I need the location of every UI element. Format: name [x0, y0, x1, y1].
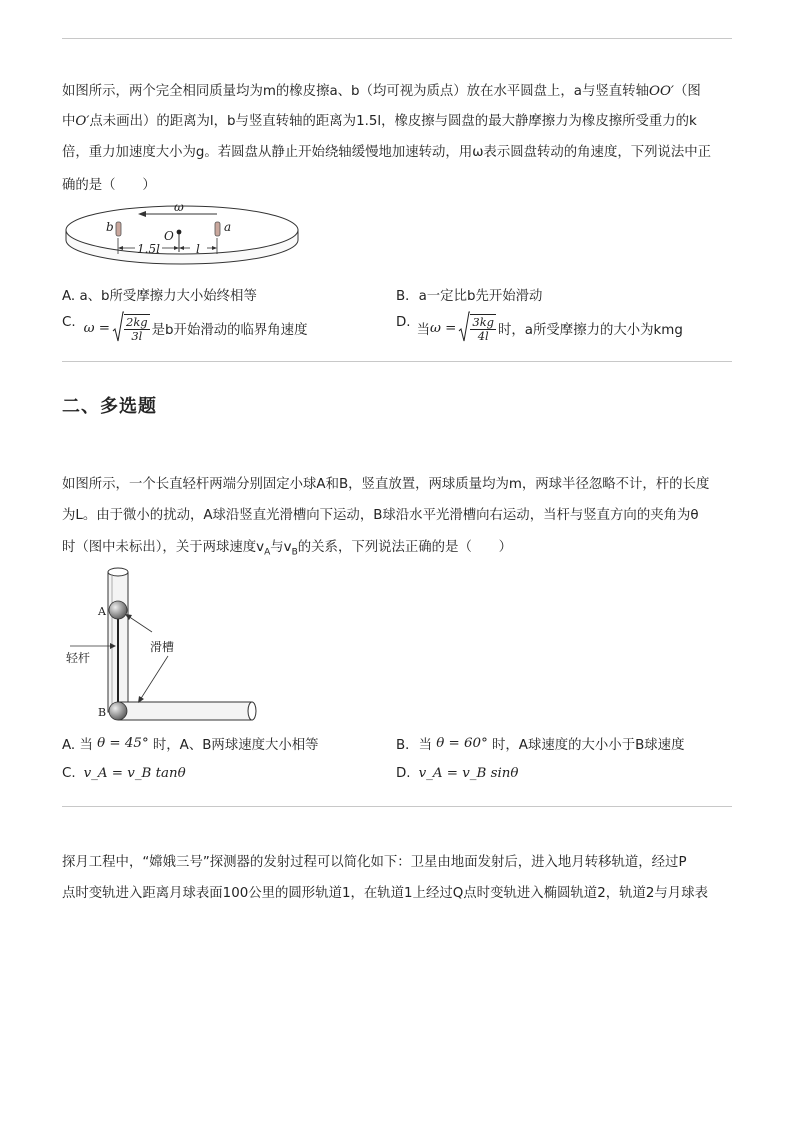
- eraser-a: [215, 222, 220, 236]
- section-title: 二、多选题: [62, 396, 157, 417]
- q1-stem-line-4: 确的是（ ）: [62, 178, 156, 193]
- q2-stem-line-1: 如图所示，一个长直轻杆两端分别固定小球A和B，竖直放置，两球质量均为m，两球半径忽略不计，杆的长度: [62, 477, 710, 492]
- q1-option-b[interactable]: B．a一定比b先开始滑动: [396, 289, 543, 304]
- top-divider: [62, 38, 732, 39]
- q2-option-b[interactable]: B．当 θ = 60° 时，A球速度的大小小于B球速度: [396, 736, 685, 753]
- groove-figure: [62, 562, 262, 724]
- omega-symbol: ω =: [83, 320, 111, 336]
- q2-option-d[interactable]: D. v_A = v_B sinθ: [396, 766, 519, 781]
- A-label: A: [98, 605, 106, 618]
- divider-1: [62, 361, 732, 362]
- q3-stem-line-2: 点时变轨进入距离月球表面100公里的圆形轨道1，在轨道1上经过Q点时变轨进入椭圆轨道2，轨道2与月球表: [62, 886, 708, 901]
- disc-figure: [62, 200, 302, 275]
- dist-a-label: l: [196, 242, 200, 256]
- dist-b-label: 1.5l: [137, 242, 160, 256]
- point-symbol: O′: [75, 114, 90, 129]
- ball-B: [109, 702, 127, 720]
- q1-option-c[interactable]: C. ω = $\frac{2kg}{3l}$ 是b开始滑动的临界角速度: [62, 310, 307, 346]
- sqrt-2kg-3l: $\frac{2kg}{3l}$: [112, 311, 150, 345]
- q2-stem-line-3: 时（图中未标出），关于两球速度$v_A$与$v_B$的关系，下列说法正确的是（ ）: [62, 540, 513, 558]
- groove-label: 滑槽: [150, 640, 175, 654]
- q1-option-a[interactable]: A. a、b所受摩擦力大小始终相等: [62, 289, 257, 304]
- q1-stem-line-1: 如图所示，两个完全相同质量均为m的橡皮擦a、b（均可视为质点）放在水平圆盘上，a与竖直转轴OO′（图: [62, 84, 701, 99]
- ball-A: [109, 601, 127, 619]
- q2-stem-line-2: 为L。由于微小的扰动，A球沿竖直光滑槽向下运动，B球沿水平光滑槽向右运动，当杆与竖直方向的夹角为θ: [62, 508, 699, 523]
- O-label: O: [164, 229, 174, 243]
- axis-symbol: OO′: [648, 84, 674, 99]
- omega-label: ω: [174, 200, 184, 214]
- sqrt-3kg-4l: $\frac{3kg}{4l}$: [458, 311, 496, 345]
- eraser-b: [116, 222, 121, 236]
- q1-option-d[interactable]: D. 当 ω = $\frac{3kg}{4l}$ 时，a所受摩擦力的大小为kmg: [396, 310, 683, 346]
- q2-option-a[interactable]: A. 当 θ = 45° 时，A、B两球速度大小相等: [62, 736, 319, 753]
- B-label: B: [98, 706, 107, 719]
- q2-option-c[interactable]: C. v_A = v_B tanθ: [62, 766, 186, 781]
- b-label: b: [106, 220, 114, 234]
- q1-stem-line-2: 中O′点未画出）的距离为l，b与竖直转轴的距离为1.5l，橡皮擦与圆盘的最大静摩擦力为橡皮擦所受重力的k: [62, 114, 697, 129]
- q3-stem-line-1: 探月工程中，“嫦娥三号”探测器的发射过程可以简化如下：卫星由地面发射后，进入地月转移轨道，经过P: [62, 855, 687, 870]
- q1-stem-line-3: 倍，重力加速度大小为g。若圆盘从静止开始绕轴缓慢地加速转动，用ω表示圆盘转动的角速度，下列说法中正: [62, 145, 712, 160]
- a-label: a: [224, 220, 232, 234]
- divider-2: [62, 806, 732, 807]
- rod-label: 轻杆: [66, 651, 91, 665]
